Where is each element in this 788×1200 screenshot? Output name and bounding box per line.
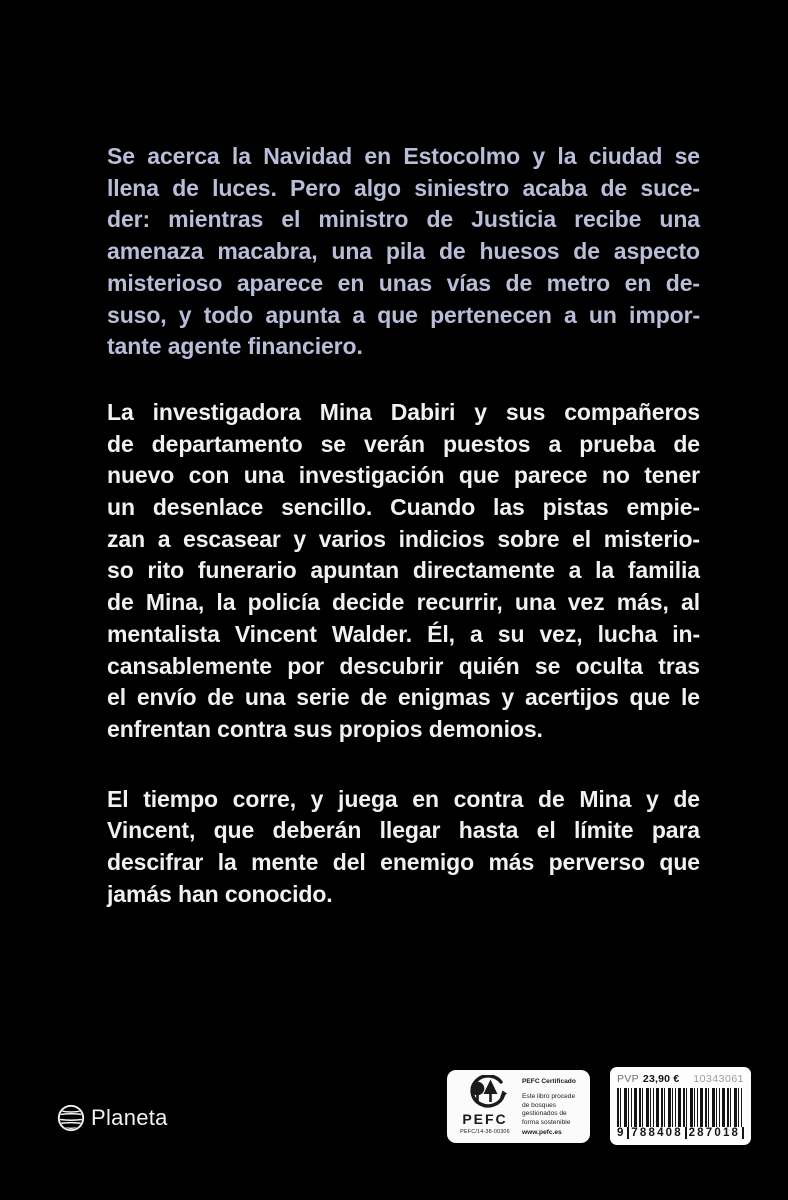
barcode-guard-bar bbox=[685, 1127, 687, 1139]
planeta-globe-icon bbox=[57, 1104, 85, 1132]
text-line: cansablemente por descubrir quién se oculta tras bbox=[107, 652, 700, 679]
ean-group-2: 287018 bbox=[688, 1127, 741, 1139]
text-line: suso, y todo apunta a que pertenecen a un impor- bbox=[107, 301, 700, 328]
pvp-label: PVP bbox=[617, 1073, 639, 1085]
barcode-number-row bbox=[617, 1127, 744, 1140]
price-row bbox=[617, 1073, 744, 1085]
pefc-title: PEFC Certificado bbox=[522, 1078, 576, 1085]
text-line: mentalista Vincent Walder. Él, a su vez, lucha in- bbox=[107, 620, 700, 647]
text-line: enfrentan contra sus propios demonios. bbox=[107, 715, 543, 742]
ean-prefix-digit: 9 bbox=[617, 1127, 626, 1139]
text-line: misterioso aparece en unas vías de metro en de- bbox=[107, 269, 700, 296]
text-line: el envío de una serie de enigmas y acertijos que le bbox=[107, 684, 700, 711]
text-line: so rito funerario apuntan directamente a la familia bbox=[107, 557, 700, 584]
text-line: llena de luces. Pero algo siniestro acaba de suce- bbox=[107, 174, 700, 201]
text-line: jamás han conocido. bbox=[107, 880, 333, 907]
synopsis-text-column bbox=[107, 141, 700, 910]
publisher-name: Planeta bbox=[91, 1105, 168, 1130]
text-line: un desenlace sencillo. Cuando las pistas empie- bbox=[107, 494, 700, 521]
barcode-guard-bar bbox=[627, 1127, 629, 1139]
pefc-trees-icon bbox=[462, 1075, 508, 1111]
text-line: der: mientras el ministro de Justicia recibe una bbox=[107, 206, 700, 233]
barcode-guard-bar bbox=[742, 1127, 744, 1139]
synopsis-paragraph-2 bbox=[107, 397, 700, 746]
pefc-text-block bbox=[516, 1075, 584, 1139]
text-line: La investigadora Mina Dabiri y sus compañeros bbox=[107, 398, 700, 425]
product-code: 10343061 bbox=[693, 1073, 744, 1085]
synopsis-paragraph-1 bbox=[107, 141, 700, 363]
pefc-logo-block bbox=[454, 1075, 516, 1139]
pefc-description: Este libro procede de bosques gestionados de forma sostenible bbox=[522, 1093, 576, 1126]
barcode-price-label bbox=[610, 1067, 751, 1145]
text-line: tante agente financiero. bbox=[107, 333, 363, 360]
ean-group-1: 788408 bbox=[631, 1127, 683, 1139]
text-line: de Mina, la policía decide recurrir, una vez más, al bbox=[107, 589, 700, 616]
synopsis-paragraph-3 bbox=[107, 784, 700, 911]
text-line: nuevo con una investigación que parece no tener bbox=[107, 462, 700, 489]
text-line: descifrar la mente del enemigo más perverso que bbox=[107, 849, 700, 876]
text-line: amenaza macabra, una pila de huesos de aspecto bbox=[107, 238, 700, 265]
publisher-logo bbox=[57, 1104, 168, 1132]
pefc-website: www.pefc.es bbox=[522, 1129, 562, 1136]
text-line: Se acerca la Navidad en Estocolmo y la ciudad se bbox=[107, 143, 700, 169]
text-line: Vincent, que deberán llegar hasta el límite para bbox=[107, 817, 700, 844]
barcode-bars bbox=[617, 1088, 744, 1127]
price-value: 23,90 € bbox=[642, 1073, 680, 1085]
pefc-license-code: PEFC/14-38-00306 bbox=[460, 1128, 510, 1135]
pefc-logo-word: PEFC bbox=[462, 1111, 508, 1127]
text-line: de departamento se verán puestos a prueba de bbox=[107, 430, 700, 457]
text-line: zan a escasear y varios indicios sobre el misterio- bbox=[107, 525, 700, 552]
text-line: El tiempo corre, y juega en contra de Mina y de bbox=[107, 785, 700, 812]
pefc-certification-label bbox=[447, 1070, 590, 1143]
